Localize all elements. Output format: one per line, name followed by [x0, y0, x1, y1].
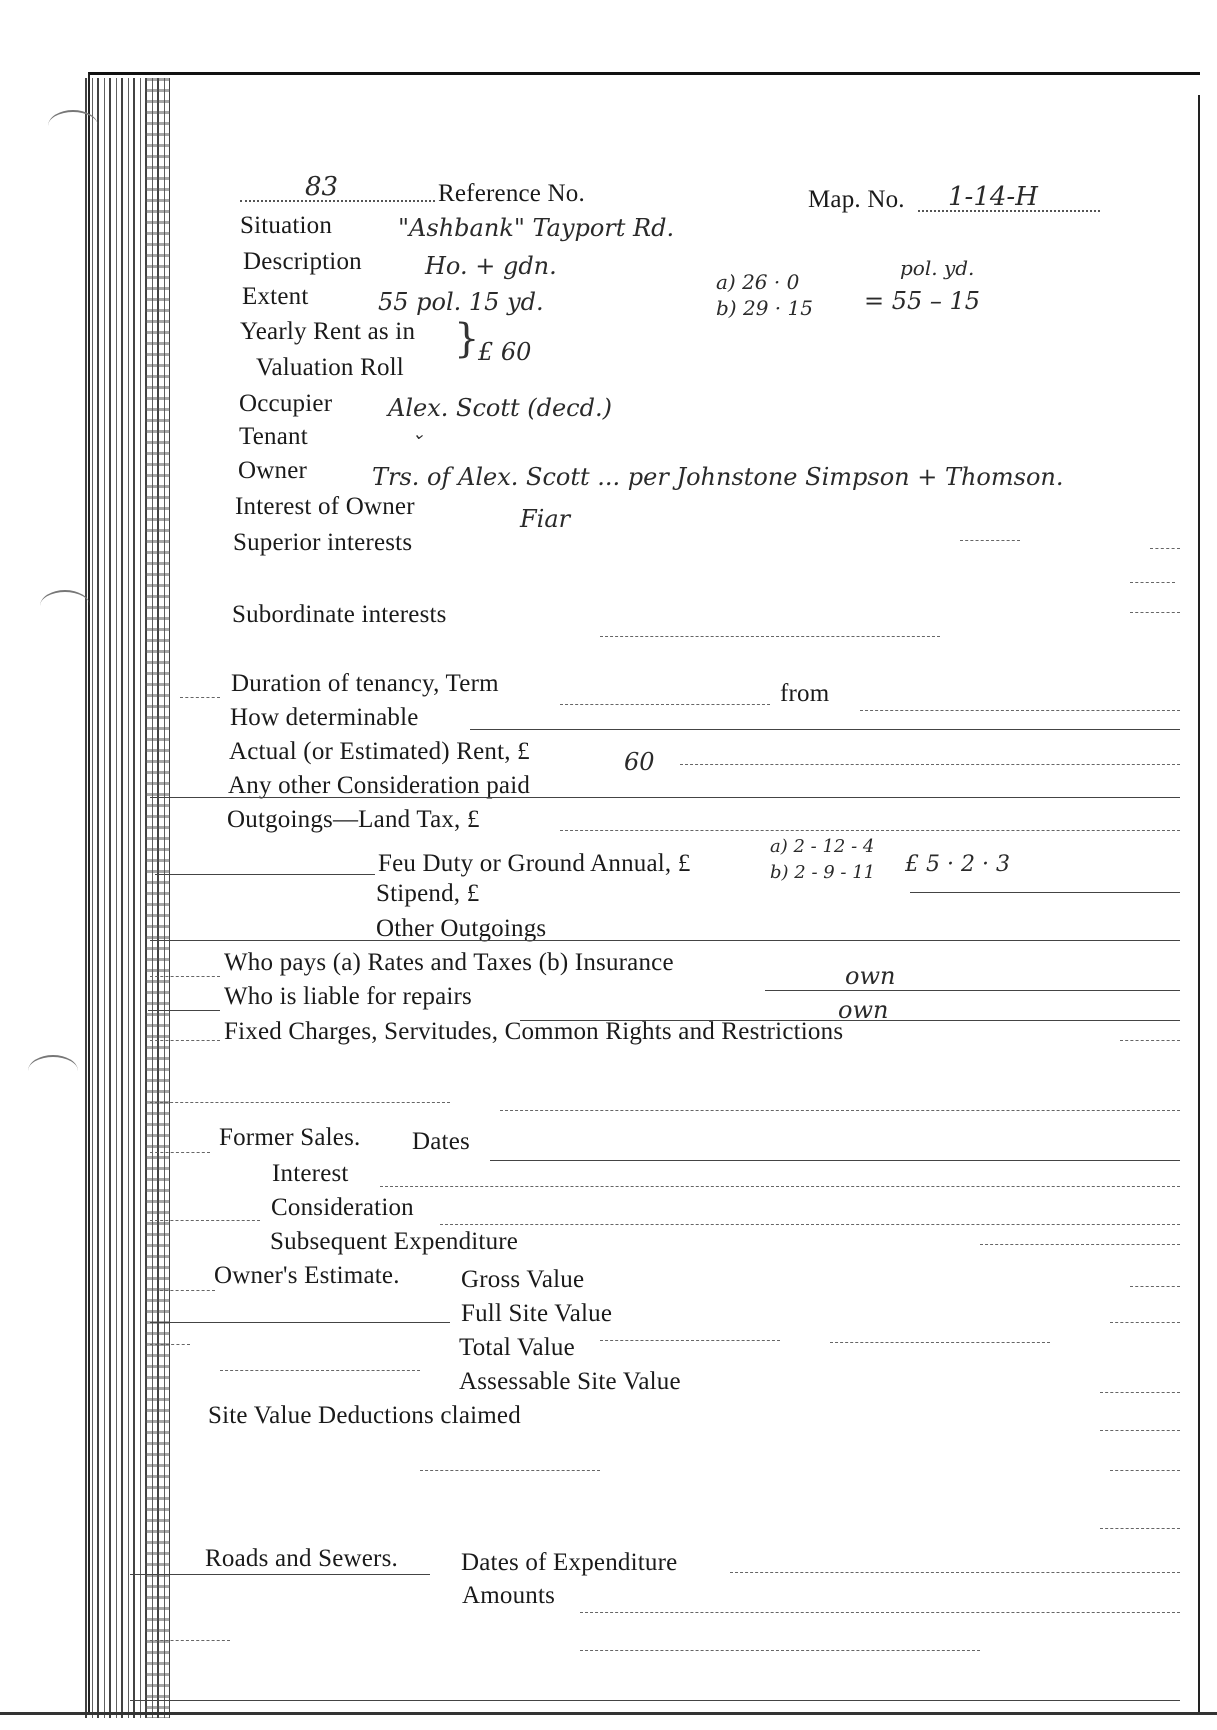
feu-line — [155, 874, 375, 875]
dash-mark — [1110, 1470, 1180, 1471]
who-pays-line — [765, 990, 1180, 991]
duration-label: Duration of tenancy, Term — [231, 670, 499, 697]
yearly-rent-value: £ 60 — [478, 338, 532, 366]
dash-mark — [1130, 612, 1180, 613]
interest-owner-label: Interest of Owner — [235, 493, 415, 520]
map-label: Map. No. — [808, 186, 905, 213]
dash-mark — [680, 764, 1180, 765]
dash-mark — [1150, 548, 1180, 549]
occupier-label: Occupier — [239, 390, 333, 417]
dash-mark — [150, 976, 220, 977]
total-value-label: Total Value — [459, 1334, 575, 1361]
feu-duty-label: Feu Duty or Ground Annual, £ — [378, 850, 691, 877]
determinable-label: How determinable — [230, 704, 419, 731]
dash-mark — [600, 1340, 780, 1341]
punch-hole — [48, 110, 98, 142]
repairs-value: own — [838, 996, 889, 1024]
extent-total: = 55 – 15 — [864, 287, 981, 315]
other-outgoings-label: Other Outgoings — [376, 915, 547, 942]
feu-line-right — [910, 892, 1180, 893]
dash-mark — [440, 1224, 1180, 1225]
dash-mark — [1120, 1040, 1180, 1041]
consideration-line — [150, 797, 1180, 798]
extent-value: 55 pol. 15 yd. — [378, 288, 544, 316]
feu-b-value: b) 2 - 9 - 11 — [770, 862, 876, 883]
dash-mark — [560, 830, 1180, 831]
yearly-rent-label: Yearly Rent as in — [240, 318, 416, 345]
other-consideration-label: Any other Consideration paid — [228, 772, 531, 799]
roads-label: Roads and Sewers. — [205, 1545, 398, 1572]
superior-label: Superior interests — [233, 529, 413, 556]
dash-mark — [180, 697, 220, 698]
rent-brace: } — [454, 316, 480, 362]
reference-label: Reference No. — [438, 180, 585, 207]
full-site-line — [150, 1322, 450, 1323]
dash-mark — [1110, 1322, 1180, 1323]
dash-mark — [150, 1040, 220, 1041]
dates-expenditure-label: Dates of Expenditure — [461, 1549, 678, 1576]
owner-label: Owner — [238, 457, 308, 484]
dash-mark — [830, 1342, 1050, 1343]
dates-label: Dates — [412, 1128, 470, 1155]
who-pays-label: Who pays (a) Rates and Taxes (b) Insurance — [224, 949, 674, 976]
owner-value: Trs. of Alex. Scott ... per Johnstone Simpson + Thomson. — [372, 463, 1064, 491]
outgoings-line — [150, 940, 1180, 941]
stipend-label: Stipend, £ — [376, 880, 480, 907]
extent-b-value: b) 29 · 15 — [716, 296, 813, 320]
occupier-value: Alex. Scott (decd.) — [388, 394, 612, 422]
feu-a-value: a) 2 - 12 - 4 — [770, 836, 875, 857]
sheet-right-edge — [1198, 95, 1200, 1715]
outgoings-label: Outgoings—Land Tax, £ — [227, 806, 480, 833]
assessable-label: Assessable Site Value — [459, 1368, 681, 1395]
description-value: Ho. + gdn. — [425, 252, 557, 280]
sheet-bottom-edge — [0, 1712, 1217, 1715]
interest-owner-value: Fiar — [520, 505, 571, 533]
reference-no-value: 83 — [305, 172, 339, 202]
dash-mark — [500, 1110, 1180, 1111]
dash-mark — [580, 1612, 1180, 1613]
dash-mark — [560, 704, 770, 705]
dash-mark — [730, 1572, 1180, 1573]
extent-label: Extent — [242, 283, 309, 310]
amounts-label: Amounts — [462, 1582, 556, 1609]
bottom-line — [130, 1700, 1180, 1701]
extent-a-value: a) 26 · 0 — [716, 270, 800, 294]
dash-mark — [580, 1650, 980, 1651]
situation-value: "Ashbank" Tayport Rd. — [398, 214, 675, 242]
punch-hole — [28, 1055, 78, 1087]
full-site-label: Full Site Value — [461, 1300, 613, 1327]
dash-mark — [150, 1640, 230, 1641]
actual-rent-value: 60 — [624, 748, 655, 776]
feu-total-value: £ 5 · 2 · 3 — [905, 852, 1010, 877]
subordinate-label: Subordinate interests — [232, 601, 447, 628]
former-sales-label: Former Sales. — [219, 1124, 361, 1151]
fixed-charges-label: Fixed Charges, Servitudes, Common Rights and Restrictions — [224, 1018, 844, 1045]
dash-mark — [1130, 1286, 1180, 1287]
deductions-label: Site Value Deductions claimed — [208, 1402, 521, 1429]
gross-value-label: Gross Value — [461, 1266, 585, 1293]
subsequent-label: Subsequent Expenditure — [270, 1228, 519, 1255]
dates-line — [490, 1160, 1180, 1161]
roads-line — [130, 1574, 430, 1575]
dash-mark — [150, 1102, 450, 1103]
dash-mark — [150, 1344, 190, 1345]
from-label: from — [780, 680, 830, 707]
dash-mark — [150, 1152, 210, 1153]
dash-mark — [420, 1470, 600, 1471]
situation-label: Situation — [240, 212, 333, 239]
dash-mark — [1100, 1392, 1180, 1393]
repairs-line-left — [148, 1010, 220, 1011]
dash-mark — [1100, 1430, 1180, 1431]
punch-hole — [40, 590, 90, 622]
dash-mark — [380, 1186, 1180, 1187]
repairs-label: Who is liable for repairs — [224, 983, 472, 1010]
who-pays-value: own — [845, 962, 896, 990]
interest-label: Interest — [272, 1160, 349, 1187]
extent-units: pol. yd. — [900, 256, 975, 280]
map-no-value: 1-14-H — [948, 182, 1038, 212]
determinable-line — [470, 729, 1180, 730]
dash-mark — [1100, 1528, 1180, 1529]
tenant-value: ⌄ — [412, 424, 426, 443]
description-label: Description — [243, 248, 362, 275]
valuation-roll-label: Valuation Roll — [256, 354, 404, 381]
dash-mark — [1130, 582, 1175, 583]
tenant-label: Tenant — [239, 423, 308, 450]
consideration-label: Consideration — [271, 1194, 414, 1221]
dash-mark — [160, 1290, 215, 1291]
actual-rent-label: Actual (or Estimated) Rent, £ — [229, 738, 530, 765]
owners-estimate-label: Owner's Estimate. — [214, 1262, 400, 1289]
dash-mark — [980, 1244, 1180, 1245]
dash-mark — [600, 636, 940, 637]
dash-mark — [860, 710, 1180, 711]
dash-mark — [150, 1220, 260, 1221]
dash-mark — [960, 540, 1020, 541]
dash-mark — [220, 1370, 420, 1371]
